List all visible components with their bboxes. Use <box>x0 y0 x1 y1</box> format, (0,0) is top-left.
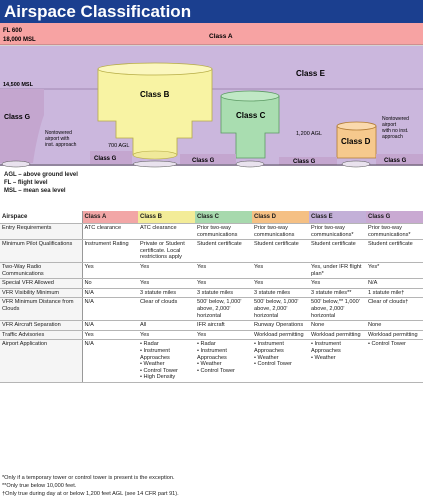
column-header-airspace: Airspace <box>0 211 82 224</box>
table-cell: Yes <box>195 330 252 340</box>
row-label: Entry Requirements <box>0 224 82 240</box>
nontowered-left-line-3: inst. approach <box>45 142 77 148</box>
class-e-label: Class E <box>296 69 325 78</box>
column-header-class-e: Class E <box>309 211 366 224</box>
row-label: VFR Aircraft Separation <box>0 321 82 331</box>
airport-application-item: • Instrument Approaches <box>140 347 170 361</box>
table-row-airport-application <box>0 340 423 383</box>
table-cell: Yes <box>195 262 252 278</box>
airport-application-item: • Instrument Approaches <box>254 341 284 354</box>
table-cell: 500' below, 1,000' above, 2,000' horizontal <box>195 298 252 321</box>
table-cell <box>82 340 138 383</box>
row-label: Airport Application <box>0 340 82 383</box>
table-cell: Yes <box>138 262 195 278</box>
table-cell: Student certificate <box>366 240 423 263</box>
table-cell: N/A <box>82 321 138 331</box>
agl-1200-label: 1,200 AGL <box>296 131 322 137</box>
row-label: Minimum Pilot Qualifications <box>0 240 82 263</box>
table-cell: 500' below,** 1,000' above, 2,000' horizontal <box>309 298 366 321</box>
column-header-class-a: Class A <box>82 211 138 224</box>
class-c-label: Class C <box>236 111 266 120</box>
table-cell: Yes <box>138 279 195 289</box>
footnotes <box>2 474 179 498</box>
table-cell: Yes <box>252 279 309 289</box>
airport-application-item: • Weather <box>254 354 279 361</box>
table-cell: Instrument Rating <box>82 240 138 263</box>
airport-application-item: • Instrument Approaches <box>197 347 227 361</box>
table-cell: Clear of clouds <box>138 298 195 321</box>
table-cell <box>309 340 366 383</box>
table-cell: 3 statute miles <box>195 288 252 298</box>
table-cell: Workload permitting <box>252 330 309 340</box>
class-g-left-label: Class G <box>4 114 31 121</box>
class-b-label: Class B <box>140 90 170 99</box>
table-cell: Private or Student certificate. Local restrictions apply <box>138 240 195 263</box>
table-cell: N/A <box>82 298 138 321</box>
page-title: Airspace Classification <box>0 0 423 23</box>
column-header-class-g: Class G <box>366 211 423 224</box>
legend-agl: AGL – above ground level <box>4 172 78 178</box>
table-cell: Student certificate <box>309 240 366 263</box>
column-header-class-c: Class C <box>195 211 252 224</box>
nontowered-right-line-4: approach <box>382 134 403 140</box>
table-cell: Runway Operations <box>252 321 309 331</box>
table-row <box>0 262 423 278</box>
row-label: Special VFR Allowed <box>0 279 82 289</box>
table-cell: Clear of clouds† <box>366 298 423 321</box>
footnote-2: **Only true below 10,000 feet. <box>2 483 77 489</box>
table-row <box>0 330 423 340</box>
table-cell: N/A <box>82 288 138 298</box>
class-d-label: Class D <box>341 137 371 146</box>
table-cell: 3 statute miles <box>138 288 195 298</box>
legend-msl: MSL – mean sea level <box>4 188 66 194</box>
airport-application-item: • Instrument Approaches <box>311 341 341 354</box>
table-cell: No <box>82 279 138 289</box>
table-cell: 500' below, 1,000' above, 2,000' horizontal <box>252 298 309 321</box>
agl-700-label: 700 AGL <box>108 143 130 149</box>
table-cell: Workload permitting <box>366 330 423 340</box>
table-cell: Yes <box>309 279 366 289</box>
table-cell: Yes, under IFR flight plan* <box>309 262 366 278</box>
nontowered-left-line-2: airport with <box>45 136 70 142</box>
column-header-class-d: Class D <box>252 211 309 224</box>
table-cell <box>138 340 195 383</box>
row-label: Two-Way Radio Communications <box>0 262 82 278</box>
table-cell: IFR aircraft <box>195 321 252 331</box>
fl600-label: FL 600 <box>3 28 22 34</box>
table-cell: 3 statute miles** <box>309 288 366 298</box>
table-row <box>0 288 423 298</box>
table-cell <box>252 340 309 383</box>
table-cell: 3 statute miles <box>252 288 309 298</box>
table-row <box>0 240 423 263</box>
table-cell: Yes <box>82 330 138 340</box>
table-cell: All <box>138 321 195 331</box>
table-cell: None <box>309 321 366 331</box>
class-g-ground-4-label: Class G <box>384 158 407 164</box>
table-cell: ATC clearance <box>138 224 195 240</box>
class-g-ground-2-label: Class G <box>192 158 215 164</box>
footnote-3: †Only true during day at or below 1,200 feet AGL (see 14 CFR part 91). <box>2 491 179 497</box>
nontowered-left-line-1: Nontowered <box>45 130 72 136</box>
row-label: Traffic Advisories <box>0 330 82 340</box>
table-cell: Yes <box>138 330 195 340</box>
msl-14500-label: 14,500 MSL <box>3 82 33 88</box>
table-cell: Yes <box>252 262 309 278</box>
msl-18000-label: 18,000 MSL <box>3 37 36 43</box>
table-row <box>0 224 423 240</box>
table-cell: ATC clearance <box>82 224 138 240</box>
airport-application-item: • Weather <box>140 361 165 368</box>
row-label: VFR Minimum Distance from Clouds <box>0 298 82 321</box>
legend-fl: FL – flight level <box>4 180 48 186</box>
table-cell: Student certificate <box>195 240 252 263</box>
table-cell: Prior two-way communications <box>195 224 252 240</box>
table-cell: Yes <box>82 262 138 278</box>
table-cell: Yes <box>195 279 252 289</box>
table-cell <box>366 340 423 383</box>
airport-application-item: • High Density <box>140 374 176 381</box>
table-cell: 1 statute mile† <box>366 288 423 298</box>
table-cell: Student certificate <box>252 240 309 263</box>
table-cell: N/A <box>366 279 423 289</box>
airport-application-item: • Control Tower <box>254 361 292 368</box>
airport-application-item: • Control Tower <box>140 367 178 374</box>
nontowered-right-line-2: airport <box>382 122 397 128</box>
airport-application-item: • Radar <box>197 341 216 348</box>
airport-application-item: N/A <box>84 341 94 348</box>
table-cell: Workload permitting <box>309 330 366 340</box>
nontowered-right-line-3: with no inst. <box>382 128 409 134</box>
table-cell: Prior two-way communications* <box>366 224 423 240</box>
airport-application-item: • Control Tower <box>197 367 235 374</box>
table-cell: Prior two-way communications* <box>309 224 366 240</box>
column-header-class-b: Class B <box>138 211 195 224</box>
airport-application-item: • Weather <box>311 354 336 361</box>
table-cell: Yes* <box>366 262 423 278</box>
legend <box>4 171 78 195</box>
nontowered-right-line-1: Nontowered <box>382 116 409 122</box>
table-row <box>0 279 423 289</box>
table-row <box>0 321 423 331</box>
table-header-row <box>0 211 423 224</box>
row-label: VFR Visibility Minimum <box>0 288 82 298</box>
table-body <box>0 224 423 383</box>
footnote-1: *Only if a temporary tower or control tower is present is the exception. <box>2 475 175 481</box>
table-cell <box>195 340 252 383</box>
class-g-ground-1-label: Class G <box>94 156 117 162</box>
table-cell: None <box>366 321 423 331</box>
class-a-label: Class A <box>209 33 233 40</box>
table-row <box>0 298 423 321</box>
airport-application-item: • Radar <box>140 341 159 348</box>
table-cell: Prior two-way communications <box>252 224 309 240</box>
airport-application-item: • Weather <box>197 361 222 368</box>
class-g-ground-3-label: Class G <box>293 159 316 165</box>
airport-application-item: • Control Tower <box>368 341 406 348</box>
airspace-table <box>0 211 423 383</box>
